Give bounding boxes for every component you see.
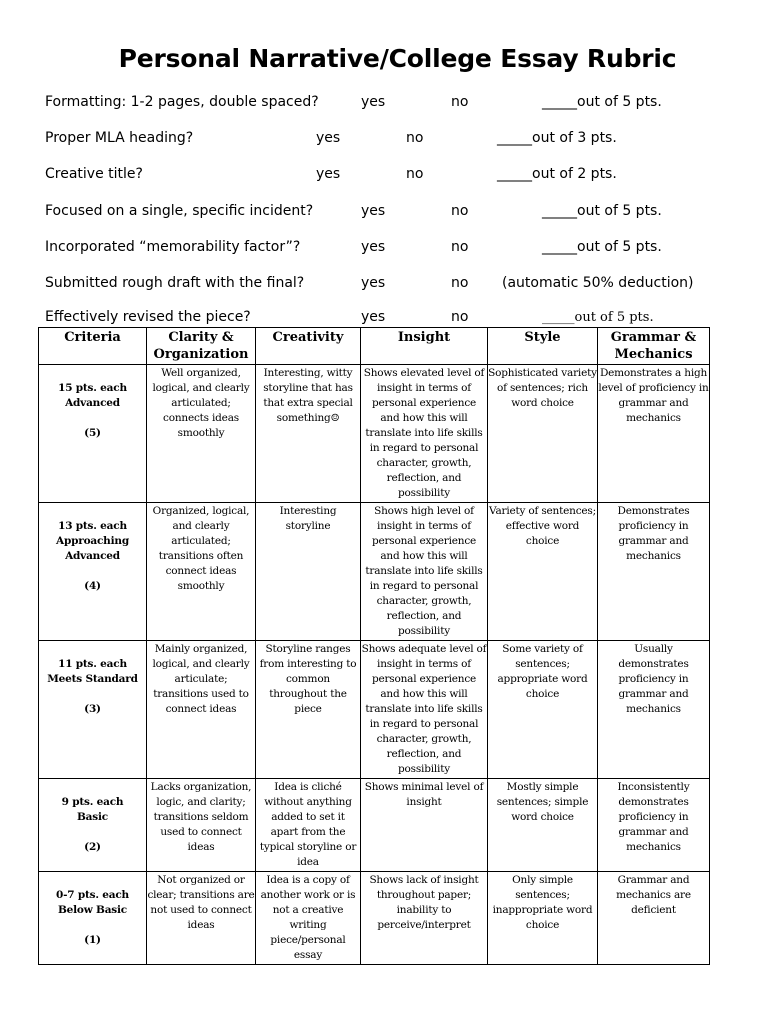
level-points: 13 pts. each: [58, 520, 127, 532]
rubric-table: [38, 327, 710, 965]
checklist-points: _____out of 5 pts.: [542, 239, 662, 255]
rubric-row: [39, 503, 710, 641]
checklist-question: Focused on a single, specific incident?: [45, 203, 314, 219]
style-cell: Some variety of sentences; appropriate word choice: [488, 641, 598, 779]
style-cell: Only simple sentences; inappropriate word choice: [488, 872, 598, 965]
level-score: (1): [84, 934, 101, 946]
checklist-yes: yes: [316, 130, 341, 146]
checklist-question: Incorporated “memorability factor”?: [45, 239, 301, 255]
checklist-no: no: [451, 275, 469, 291]
rubric-row: [39, 365, 710, 503]
level-score: (5): [84, 427, 101, 439]
checklist-item: [0, 275, 768, 297]
checklist-points: _____out of 5 pts.: [542, 203, 662, 219]
header-creativity: Creativity: [256, 328, 361, 365]
rubric-row: [39, 641, 710, 779]
grammar-cell: Inconsistently demonstrates proficiency in grammar and mechanics: [598, 779, 710, 872]
level-name: Advanced: [65, 397, 120, 409]
checklist-points: _____out of 3 pts.: [497, 130, 617, 146]
level-name: Meets Standard: [47, 673, 138, 685]
rubric-header-row: [39, 328, 710, 365]
level-cell: [39, 503, 147, 641]
checklist-yes: yes: [361, 94, 386, 110]
checklist-no: no: [451, 203, 469, 219]
checklist-item: [0, 166, 768, 188]
checklist-item: [0, 239, 768, 261]
checklist-points: (automatic 50% deduction): [502, 275, 694, 291]
grammar-cell: Grammar and mechanics are deficient: [598, 872, 710, 965]
rubric-row: [39, 872, 710, 965]
checklist-yes: yes: [361, 275, 386, 291]
grammar-cell: Demonstrates a high level of proficiency in grammar and mechanics: [598, 365, 710, 503]
checklist-question: Submitted rough draft with the final?: [45, 275, 305, 291]
level-name: Basic: [77, 811, 108, 823]
checklist-question: Effectively revised the piece?: [45, 309, 251, 325]
grammar-cell: Demonstrates proficiency in grammar and mechanics: [598, 503, 710, 641]
insight-cell: Shows adequate level of insight in terms of personal experience and how this will translate into life skills in regard to personal character, growth, reflection, and possibility: [361, 641, 488, 779]
checklist-question: Formatting: 1-2 pages, double spaced?: [45, 94, 319, 110]
creativity-cell: Interesting storyline: [256, 503, 361, 641]
smiley-icon: ☺: [330, 413, 340, 424]
grammar-cell: Usually demonstrates proficiency in grammar and mechanics: [598, 641, 710, 779]
level-score: (2): [84, 841, 101, 853]
style-cell: Mostly simple sentences; simple word choice: [488, 779, 598, 872]
creativity-cell: Idea is cliché without anything added to set it apart from the typical storyline or idea: [256, 779, 361, 872]
level-points: 9 pts. each: [61, 796, 124, 808]
insight-cell: Shows lack of insight throughout paper; inability to perceive/interpret: [361, 872, 488, 965]
checklist-no: no: [451, 309, 469, 325]
checklist-yes: yes: [361, 239, 386, 255]
clarity-cell: Well organized, logical, and clearly articulated; connects ideas smoothly: [147, 365, 256, 503]
header-style: Style: [488, 328, 598, 365]
header-clarity: Clarity & Organization: [147, 328, 256, 365]
checklist-yes: yes: [316, 166, 341, 182]
header-grammar: Grammar & Mechanics: [598, 328, 710, 365]
level-cell: [39, 872, 147, 965]
level-points: 15 pts. each: [58, 382, 127, 394]
header-insight: Insight: [361, 328, 488, 365]
creativity-cell: [256, 365, 361, 503]
level-score: (3): [84, 703, 101, 715]
checklist-question: Creative title?: [45, 166, 143, 182]
insight-cell: Shows elevated level of insight in terms of personal experience and how this will translate into life skills in regard to personal character, growth, reflection, and possibility: [361, 365, 488, 503]
checklist-points: _____out of 5 pts.: [542, 94, 662, 110]
style-cell: Sophisticated variety of sentences; rich word choice: [488, 365, 598, 503]
checklist-item: [0, 94, 768, 116]
creativity-text: Interesting, witty storyline that has that extra special something: [263, 367, 353, 424]
creativity-cell: Storyline ranges from interesting to common throughout the piece: [256, 641, 361, 779]
clarity-cell: Lacks organization, logic, and clarity; transitions seldom used to connect ideas: [147, 779, 256, 872]
checklist-item: [0, 203, 768, 225]
style-cell: Variety of sentences; effective word choice: [488, 503, 598, 641]
level-cell: [39, 641, 147, 779]
checklist-no: no: [451, 239, 469, 255]
clarity-cell: Not organized or clear; transitions are not used to connect ideas: [147, 872, 256, 965]
checklist-question: Proper MLA heading?: [45, 130, 194, 146]
header-criteria: Criteria: [39, 328, 147, 365]
level-name: Below Basic: [57, 904, 127, 916]
checklist-no: no: [406, 130, 424, 146]
level-score: (4): [84, 580, 101, 592]
document-title: Personal Narrative/College Essay Rubric: [118, 44, 677, 73]
checklist-points: _____out of 5 pts.: [542, 310, 654, 325]
level-cell: [39, 365, 147, 503]
checklist-item: [0, 130, 768, 152]
level-points: 11 pts. each: [58, 658, 127, 670]
checklist-yes: yes: [361, 203, 386, 219]
clarity-cell: Mainly organized, logical, and clearly articulate; transitions used to connect ideas: [147, 641, 256, 779]
level-name: Approaching Advanced: [56, 535, 129, 562]
level-cell: [39, 779, 147, 872]
checklist-no: no: [406, 166, 424, 182]
clarity-cell: Organized, logical, and clearly articulated; transitions often connect ideas smoothly: [147, 503, 256, 641]
checklist-points: _____out of 2 pts.: [497, 166, 617, 182]
level-points: 0-7 pts. each: [56, 889, 129, 901]
insight-cell: Shows high level of insight in terms of personal experience and how this will translate into life skills in regard to personal character, growth, reflection, and possibility: [361, 503, 488, 641]
rubric-row: [39, 779, 710, 872]
creativity-cell: Idea is a copy of another work or is not a creative writing piece/personal essay: [256, 872, 361, 965]
checklist-no: no: [451, 94, 469, 110]
checklist-yes: yes: [361, 309, 386, 325]
insight-cell: Shows minimal level of insight: [361, 779, 488, 872]
